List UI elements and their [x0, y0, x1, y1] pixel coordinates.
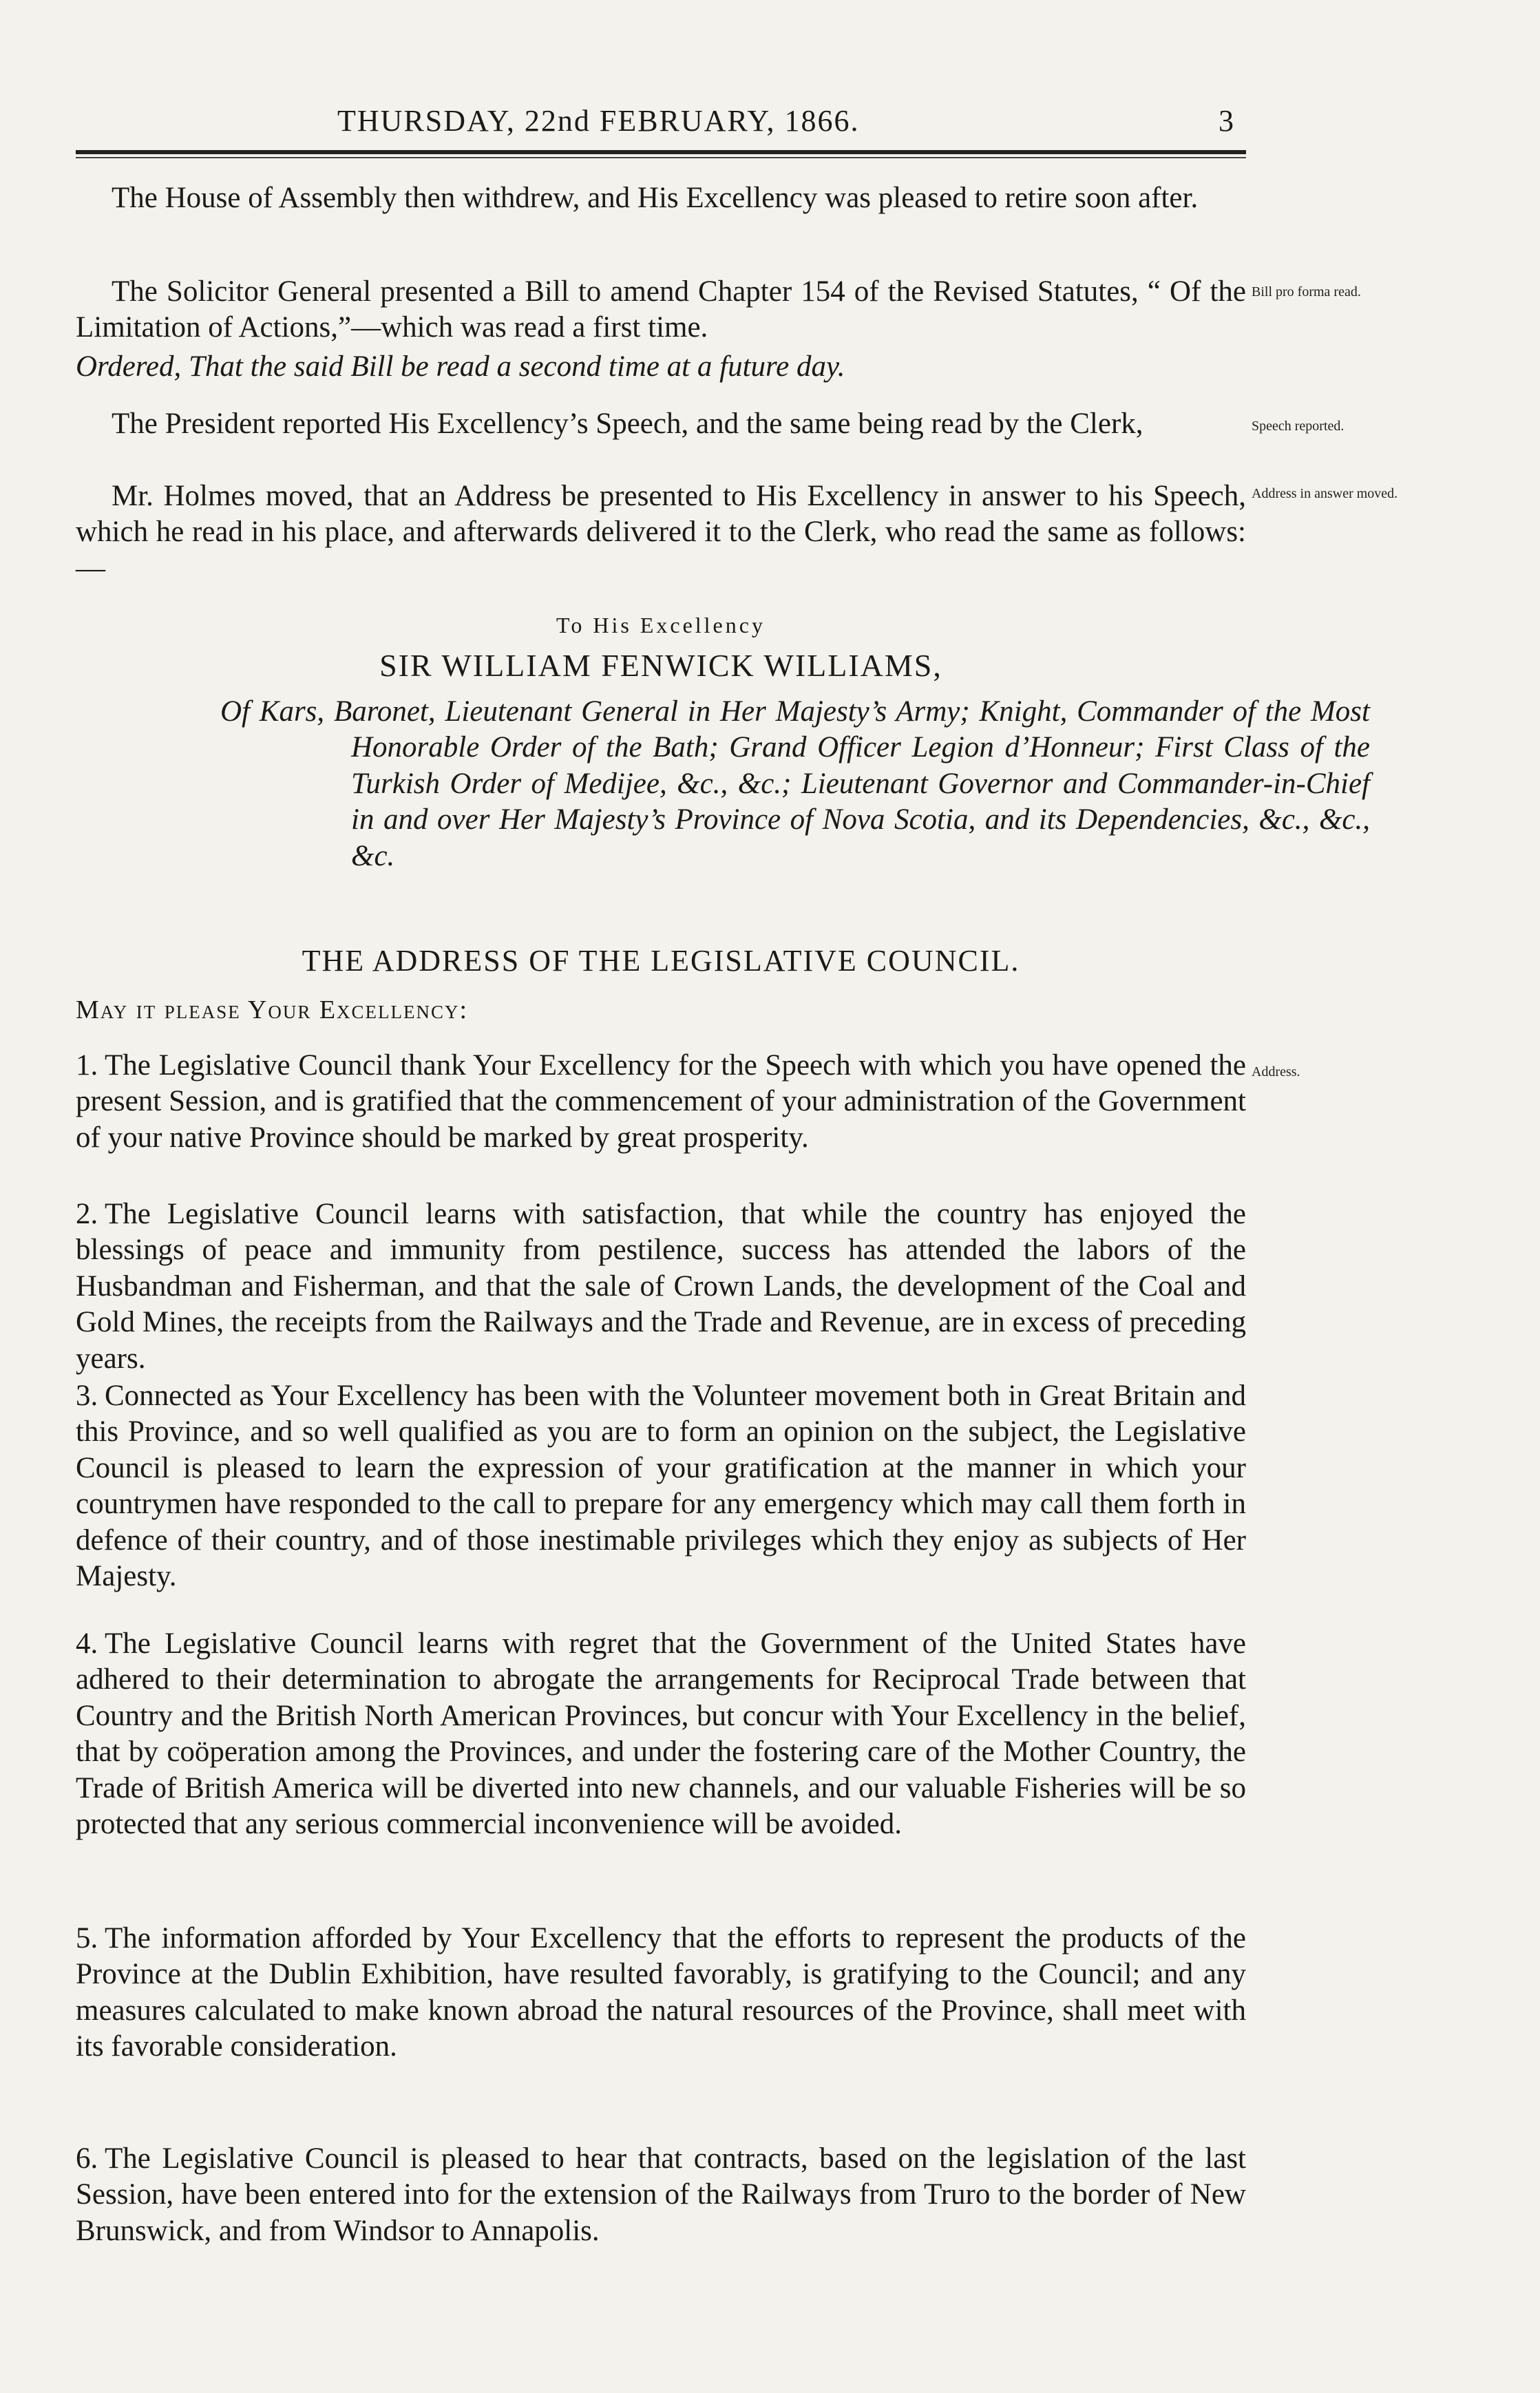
- item-number: 4.: [76, 1627, 98, 1660]
- address-item-5: [76, 1921, 1246, 2065]
- item-number: 1.: [76, 1049, 98, 1082]
- header-rule: [76, 150, 1246, 158]
- margin-note-address-moved: Address in answer moved.: [1252, 486, 1398, 501]
- item-number: 3.: [76, 1380, 98, 1412]
- address-item-4: [76, 1626, 1246, 1843]
- margin-note-address: Address.: [1252, 1064, 1300, 1079]
- item-text: The Legislative Council is pleased to hear that contracts, based on the legislation of the last Session, have been entered into for the extension of the Railways from Truro to the border of New Brunswick, and from Windsor to Annapolis.: [76, 2142, 1246, 2247]
- item-text: Connected as Your Excellency has been with the Volunteer movement both in Great Britain and this Province, and so well qualified as you are to form an opinion on the subject, the Legislative Council is pleased to learn the expression of your gratification at the manner in which your countrymen have responded to the call to prepare for any emergency which may call them forth in defence of their country, and of those inestimable privileges which they enjoy as subjects of Her Majesty.: [76, 1380, 1246, 1593]
- address-item-3: [76, 1378, 1246, 1595]
- paragraph-president-reported: The President reported His Excellency’s Speech, and the same being read by the Clerk,: [112, 408, 1143, 440]
- salutation: May it please Your Excellency:: [76, 995, 469, 1024]
- item-number: 5.: [76, 1922, 98, 1954]
- address-item-1: [76, 1048, 1246, 1156]
- running-head-date: THURSDAY, 22nd FEBRUARY, 1866.: [337, 104, 860, 138]
- margin-note-bill: Bill pro forma read.: [1252, 284, 1361, 299]
- address-to-line: To His Excellency: [556, 613, 766, 637]
- item-text: The Legislative Council thank Your Excellency for the Speech with which you have opened the present Session, and is gratified that the commencement of your administration of the Government of your native Province should be marked by great prosperity.: [76, 1049, 1246, 1154]
- item-number: 2.: [76, 1198, 98, 1230]
- address-titles: Of Kars, Baronet, Lieutenant General in Her Majesty’s Army; Knight, Commander of the Most Honorable Order of the Bath; Grand Officer Legion d’Honneur; First Class of the Turkish Order of Medijee, &c., &c.; Lieutenant Governor and Commander-in-Chief in and over Her Majesty’s Province of Nova Scotia, and its Dependencies, &c., &c., &c.: [220, 695, 1370, 872]
- margin-note-speech: Speech reported.: [1252, 419, 1344, 434]
- item-text: The information afforded by Your Excellency that the efforts to represent the products of the Province at the Dublin Exhibition, have resulted favorably, is gratifying to the Council; and any measures calculated to make known abroad the natural resources of the Province, shall meet with its favorable consideration.: [76, 1922, 1246, 2063]
- item-number: 6.: [76, 2142, 98, 2175]
- address-item-2: [76, 1196, 1246, 1377]
- paragraph-solicitor-general: The Solicitor General presented a Bill to amend Chapter 154 of the Revised Statutes, “ Of the Limitation of Actions,”—which was read a first time.: [76, 275, 1246, 344]
- address-name: SIR WILLIAM FENWICK WILLIAMS,: [379, 648, 942, 683]
- paragraph-holmes-moved: Mr. Holmes moved, that an Address be presented to His Excellency in answer to his Speech, which he read in his place, and afterwards delivered it to the Clerk, who read the same as follows:—: [76, 480, 1246, 584]
- page-number: 3: [1219, 104, 1235, 138]
- running-head: [76, 103, 1246, 151]
- address-item-6: [76, 2141, 1246, 2249]
- paragraph-ordered: Ordered, That the said Bill be read a second time at a future day.: [76, 350, 845, 383]
- section-heading: THE ADDRESS OF THE LEGISLATIVE COUNCIL.: [302, 944, 1020, 978]
- item-text: The Legislative Council learns with satisfaction, that while the country has enjoyed the blessings of peace and immunity from pestilence, success has attended the labors of the Husbandman and Fisherman, and that the sale of Crown Lands, the development of the Coal and Gold Mines, the receipts from the Railways and the Trade and Revenue, are in excess of preceding years.: [76, 1198, 1246, 1375]
- item-text: The Legislative Council learns with regret that the Government of the United States have adhered to their determination to abrogate the arrangements for Reciprocal Trade between that Country and the British North American Provinces, but concur with Your Excellency in the belief, that by coöperation among the Provinces, and under the fostering care of the Mother Country, the Trade of British America will be diverted into new channels, and our valuable Fisheries will be so protected that any serious commercial inconvenience will be avoided.: [76, 1627, 1246, 1841]
- paragraph-assembly-withdrew: The House of Assembly then withdrew, and His Excellency was pleased to retire soon after.: [112, 182, 1199, 214]
